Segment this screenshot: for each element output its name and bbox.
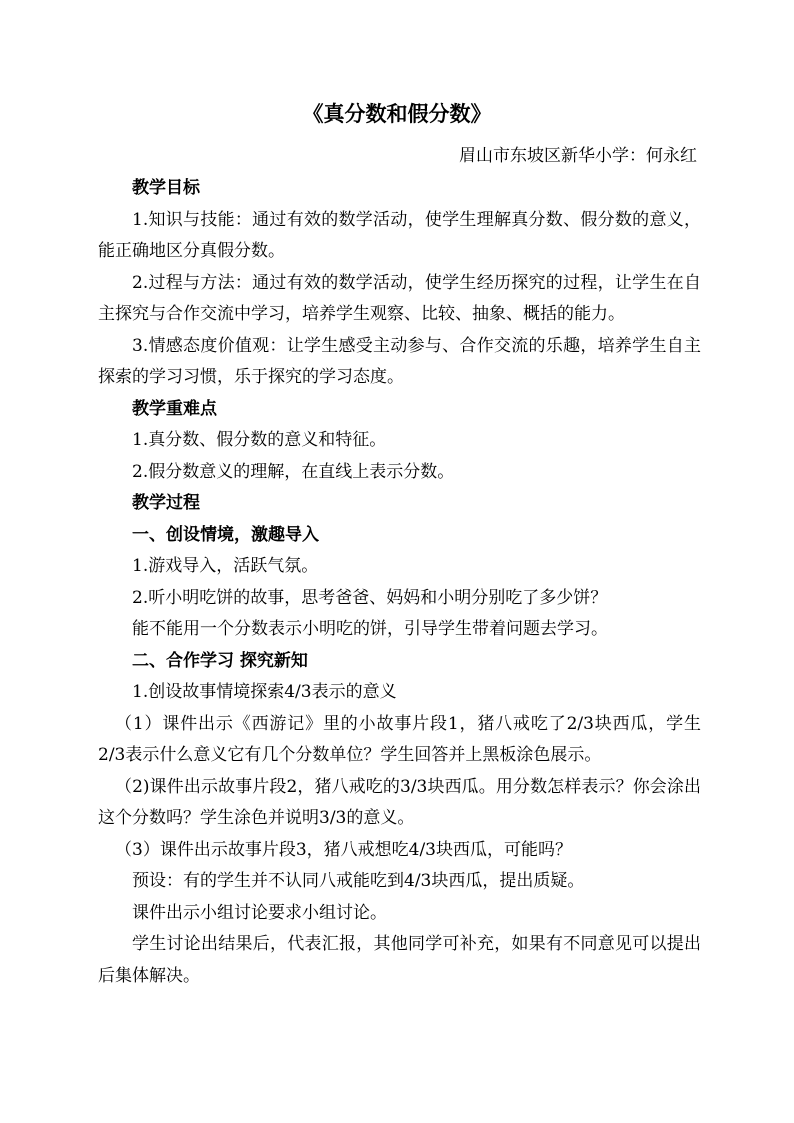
process-item: 课件出示小组讨论要求小组讨论。 <box>132 902 387 923</box>
section-heading-keypoints: 教学重难点 <box>132 398 217 419</box>
document-body <box>98 173 701 992</box>
goal-item: 3.情感态度价值观：让学生感受主动参与、合作交流的乐趣，培养学生自主探索的学习习惯，乐于探究的学习态度。 <box>98 335 701 387</box>
section-heading-process: 教学过程 <box>132 493 200 513</box>
keypoint-item: 1.真分数、假分数的意义和特征。 <box>132 430 387 450</box>
section-heading-goals: 教学目标 <box>132 178 200 198</box>
process-item: （3）课件出示故事片段3，猪八戒想吃4/3块西瓜，可能吗？ <box>115 839 572 860</box>
process-item: 2.听小明吃饼的故事，思考爸爸、妈妈和小明分别吃了多少饼？ <box>132 587 608 608</box>
process-item: （2)课件出示故事片段2，猪八戒吃的3/3块西瓜。用分数怎样表示？你会涂出这个分数吗？学生涂色并说明3/3的意义。 <box>98 776 701 828</box>
process-item: 1.游戏导入，活跃气氛。 <box>132 556 319 576</box>
process-item: 学生讨论出结果后，代表汇报，其他同学可补充，如果有不同意见可以提出后集体解决。 <box>98 934 701 986</box>
process-item: （1）课件出示《西游记》里的小故事片段1，猪八戒吃了2/3块西瓜，学生2/3表示什么意义它有几个分数单位？学生回答并上黑板涂色展示。 <box>98 713 701 765</box>
process-item: 1.创设故事情境探索4/3表示的意义 <box>132 682 397 702</box>
goal-item: 2.过程与方法：通过有效的数学活动，使学生经历探究的过程，让学生在自主探究与合作交流中学习，培养学生观察、比较、抽象、概括的能力。 <box>98 272 701 324</box>
author-line: 眉山市东坡区新华小学：何永红 <box>459 146 697 166</box>
subsection-heading-part1: 一、创设情境，激趣导入 <box>132 524 319 545</box>
process-item: 能不能用一个分数表示小明吃的饼，引导学生带着问题去学习。 <box>132 619 608 639</box>
keypoint-item: 2.假分数意义的理解，在直线上表示分数。 <box>132 461 455 482</box>
process-item: 预设：有的学生并不认同八戒能吃到4/3块西瓜，提出质疑。 <box>132 871 585 891</box>
document-title: 《真分数和假分数》 <box>302 101 492 126</box>
goal-item: 1.知识与技能：通过有效的数学活动，使学生理解真分数、假分数的意义，能正确地区分真假分数。 <box>98 209 701 261</box>
subsection-heading-part2: 二、合作学习 探究新知 <box>132 650 308 671</box>
